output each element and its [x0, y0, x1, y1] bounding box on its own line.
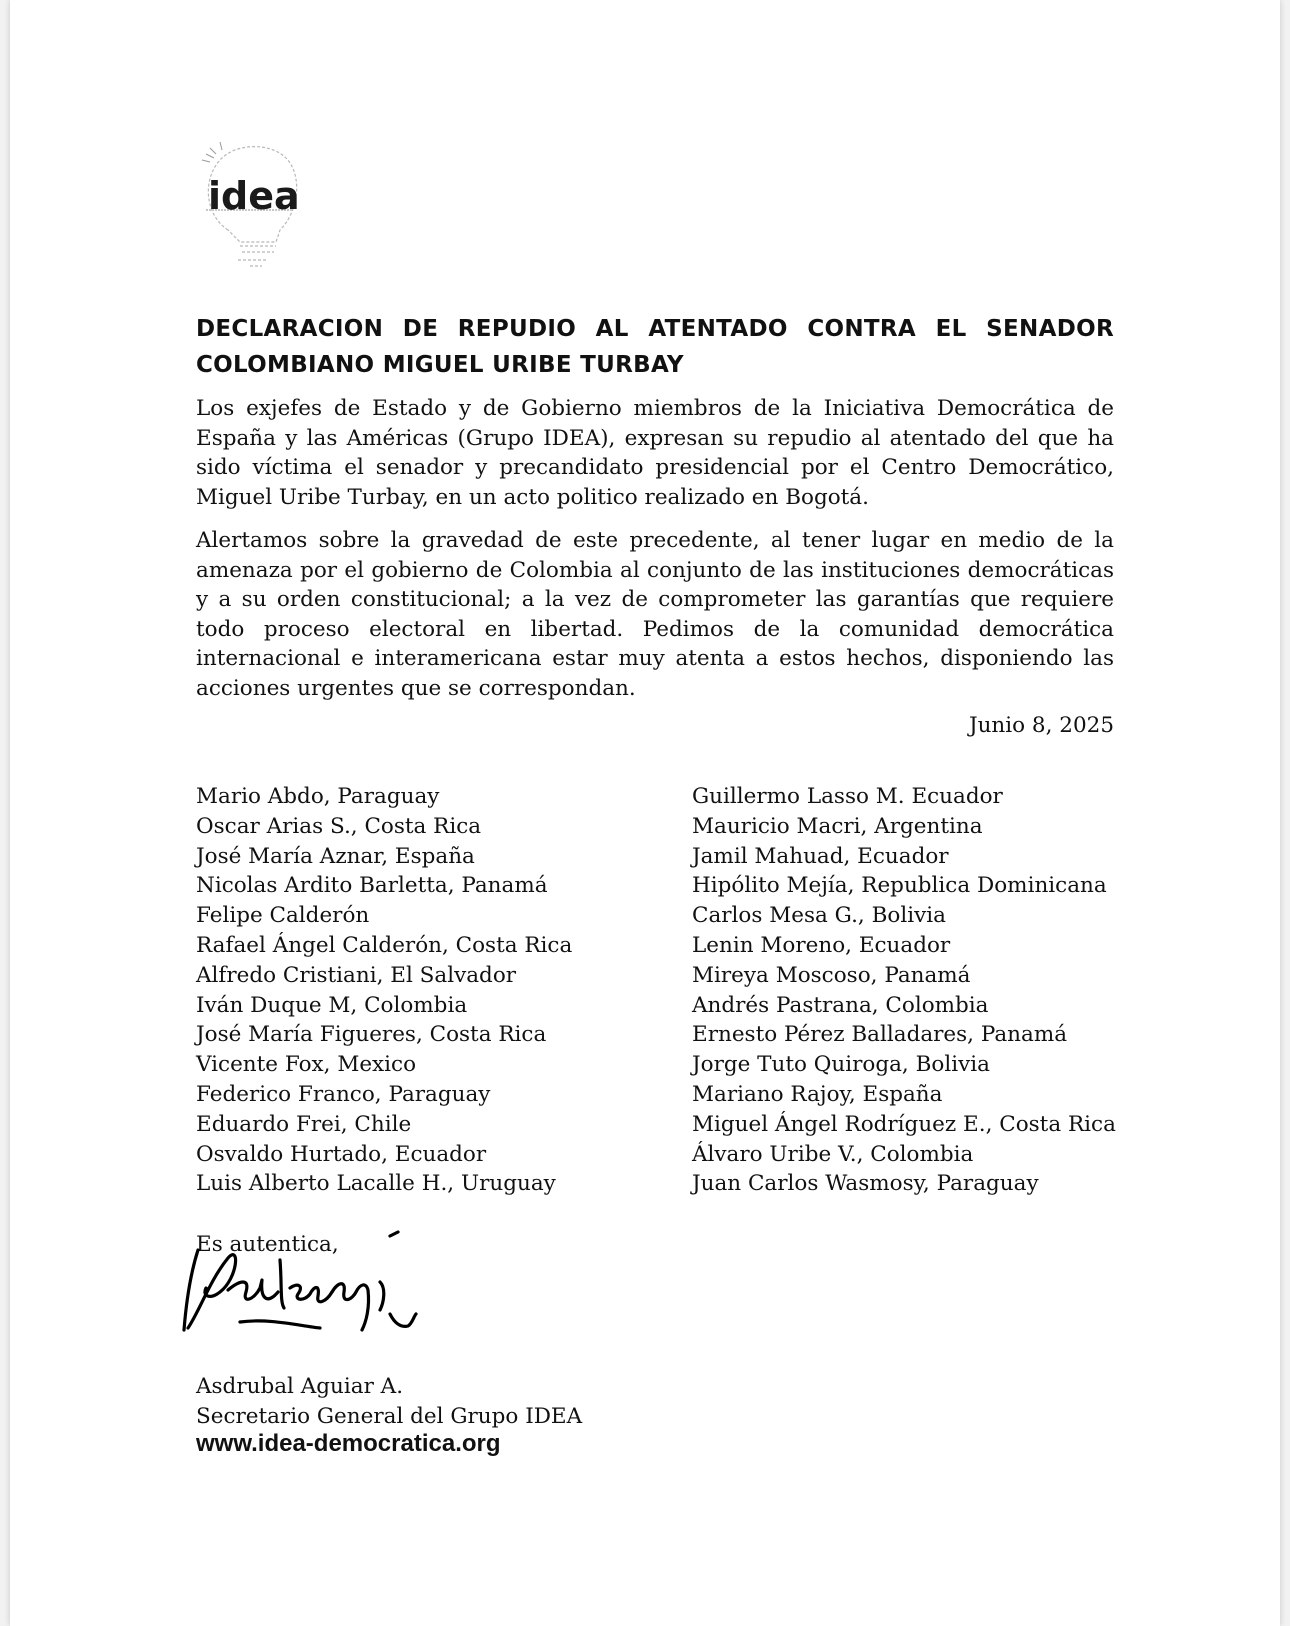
signatory-item: Hipólito Mejía, Republica Dominicana	[692, 873, 1107, 899]
signatory-item: Nicolas Ardito Barletta, Panamá	[196, 873, 548, 899]
signatory-item: Guillermo Lasso M. Ecuador	[692, 784, 1003, 809]
title-word: AL	[595, 316, 629, 342]
signatory-item: Álvaro Uribe V., Colombia	[692, 1141, 974, 1167]
signatory-item: Ernesto Pérez Balladares, Panamá	[692, 1022, 1068, 1048]
signatory-item: José María Aznar, España	[196, 843, 475, 869]
signatory-item: Juan Carlos Wasmosy, Paraguay	[692, 1171, 1039, 1197]
title-word: REPUDIO	[457, 316, 577, 342]
document-page	[10, 0, 1280, 1626]
website-link[interactable]: www.idea-democratica.org	[196, 1430, 501, 1457]
logo-wordmark: idea	[208, 174, 300, 218]
title-word: CONTRA	[807, 316, 917, 342]
paragraph-2: Alertamos sobre la gravedad de este precedente, al tener lugar en medio de la amenaza por el gobierno de Colombia al conjunto de las instituciones democráticas y a su orden constitucional; a la vez de comprometer las garantías que requiere todo proceso electoral en libertad. Pedimos de la comunidad democrática internacional e interamericana estar muy atenta a estos hechos, disponiendo las acciones urgentes que se correspondan.	[196, 528, 1114, 701]
signatory-item: Carlos Mesa G., Bolivia	[692, 903, 946, 929]
signatory-item: Vicente Fox, Mexico	[196, 1052, 417, 1078]
signatory-item: Alfredo Cristiani, El Salvador	[196, 962, 517, 988]
signatory-item: Osvaldo Hurtado, Ecuador	[196, 1141, 487, 1167]
signatory-item: Jamil Mahuad, Ecuador	[692, 843, 949, 869]
title-word: ATENTADO	[648, 316, 788, 342]
signatory-item: Felipe Calderón	[196, 903, 370, 929]
signatories-right-column	[692, 782, 1116, 1199]
signatories-left-column	[196, 782, 572, 1199]
title-word: DE	[402, 316, 439, 342]
signatory-item: Andrés Pastrana, Colombia	[692, 992, 989, 1018]
signatory-item: Lenin Moreno, Ecuador	[692, 932, 951, 958]
signatory-item: Miguel Ángel Rodríguez E., Costa Rica	[692, 1111, 1116, 1137]
signatory-item: Luis Alberto Lacalle H., Uruguay	[196, 1171, 556, 1197]
signer-block	[196, 1372, 582, 1432]
title-word: DECLARACION	[196, 316, 384, 342]
signer-role: Secretario General del Grupo IDEA	[196, 1404, 583, 1429]
paragraph-1: Los exjefes de Estado y de Gobierno miembros de la Iniciativa Democrática de España y las Américas (Grupo IDEA), expresan su repudio al atentado del que ha sido víctima el senador y precandidato presidencial por el Centro Democrático, Miguel Uribe Turbay, en un acto politico realizado en Bogotá.	[196, 396, 1114, 510]
signatory-item: Mario Abdo, Paraguay	[196, 784, 440, 809]
handwritten-signature	[180, 1230, 440, 1350]
title-word: EL	[935, 316, 967, 342]
page-title	[196, 311, 1114, 383]
title-word: SENADOR	[986, 316, 1114, 342]
document-date: Junio 8, 2025	[968, 713, 1114, 738]
signatory-item: Oscar Arias S., Costa Rica	[196, 813, 482, 839]
signatory-item: Mariano Rajoy, España	[692, 1081, 943, 1107]
title-line-1	[196, 311, 1114, 347]
signatory-item: Federico Franco, Paraguay	[196, 1081, 491, 1107]
signatory-item: Jorge Tuto Quiroga, Bolivia	[692, 1052, 990, 1078]
signatory-item: Eduardo Frei, Chile	[196, 1111, 412, 1137]
signatory-item: José María Figueres, Costa Rica	[196, 1022, 547, 1048]
idea-logo	[200, 140, 310, 280]
signer-name: Asdrubal Aguiar A.	[196, 1374, 404, 1399]
signatory-item: Mauricio Macri, Argentina	[692, 813, 983, 839]
title-line-2: COLOMBIANO MIGUEL URIBE TURBAY	[196, 352, 684, 378]
closing-text: Es autentica,	[196, 1232, 339, 1257]
signatory-item: Rafael Ángel Calderón, Costa Rica	[196, 932, 573, 958]
signatory-item: Mireya Moscoso, Panamá	[692, 962, 971, 988]
signatory-item: Iván Duque M, Colombia	[196, 992, 468, 1018]
